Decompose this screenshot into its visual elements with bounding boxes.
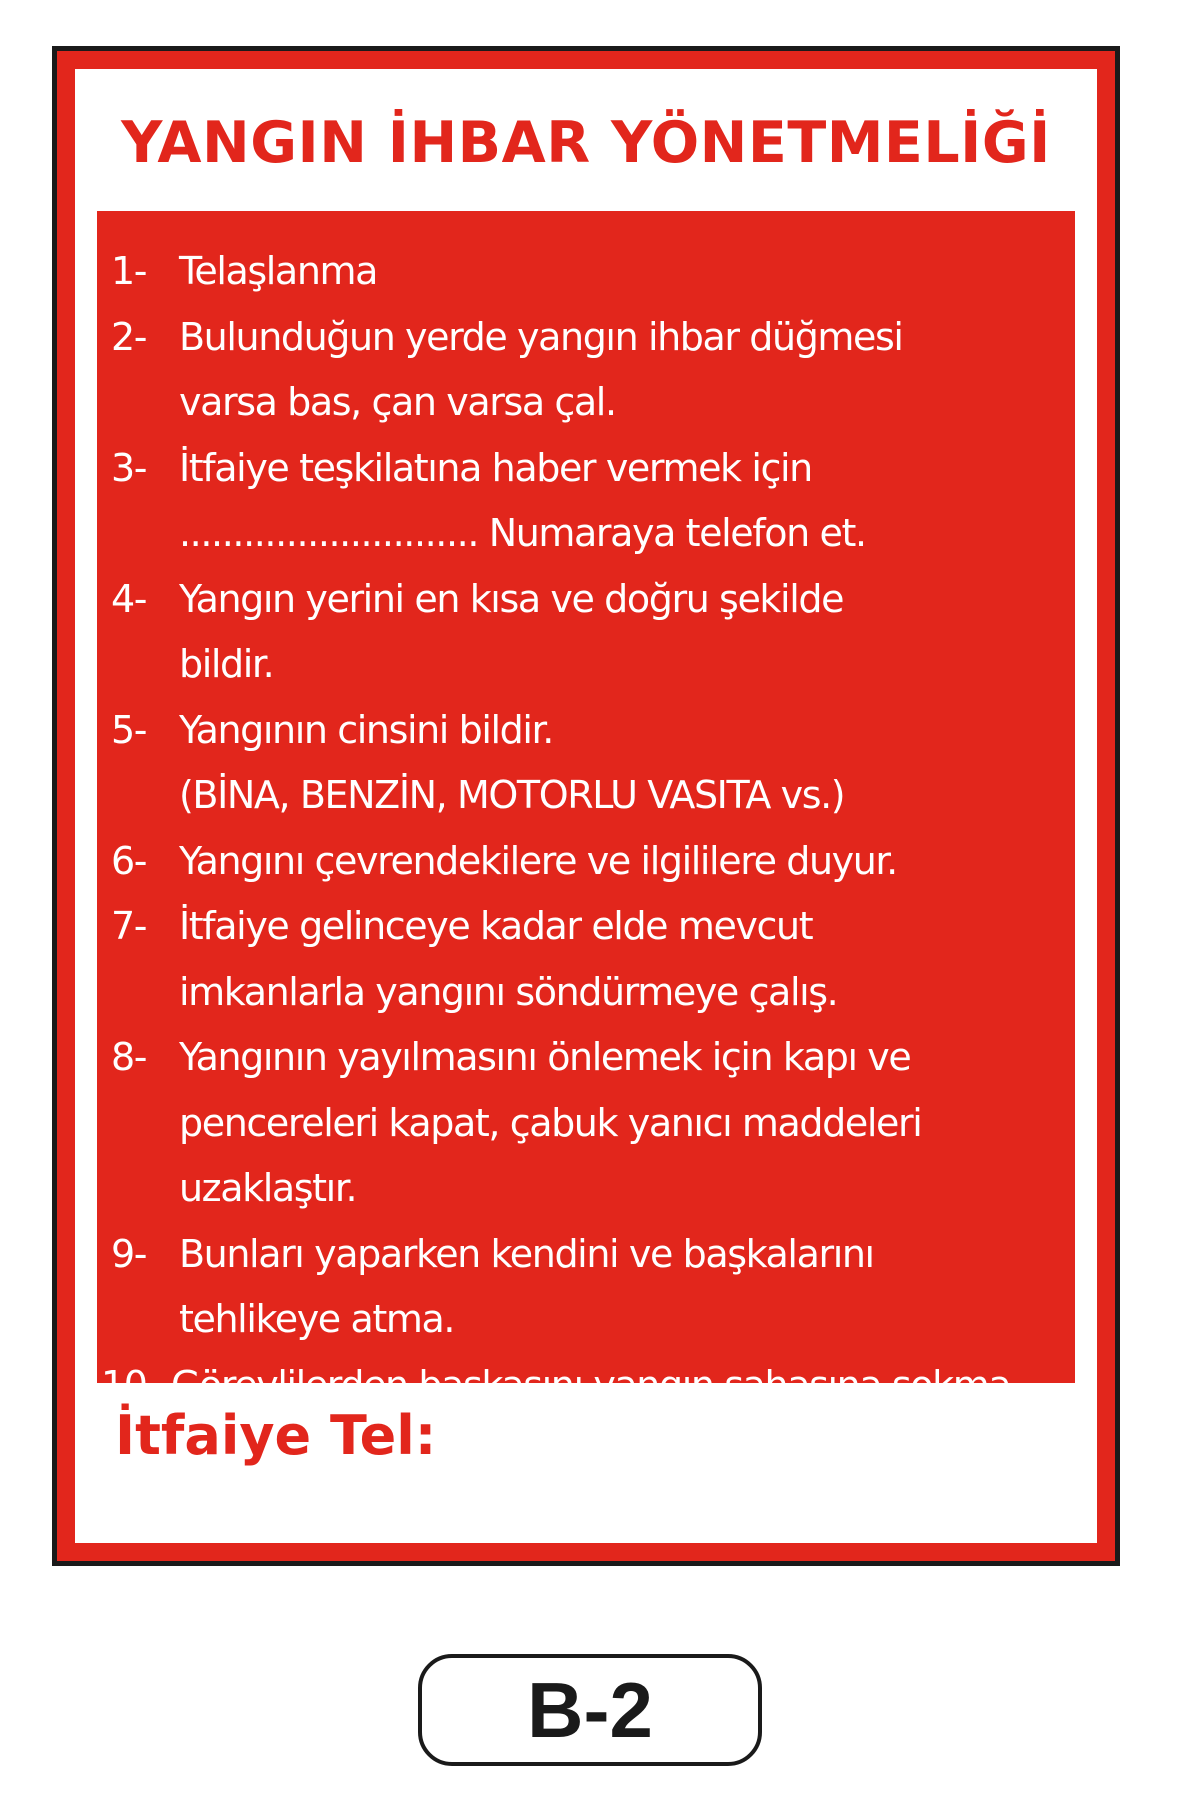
rule-item bbox=[97, 239, 1075, 305]
sign-title: YANGIN İHBAR YÖNETMELİĞİ bbox=[121, 110, 1051, 176]
rule-line: Bunları yaparken kendini ve başkalarını bbox=[179, 1231, 874, 1276]
rule-number: 3- bbox=[111, 445, 147, 490]
rules-panel bbox=[97, 211, 1075, 1407]
rule-line: imkanlarla yangını söndürmeye çalış. bbox=[179, 969, 838, 1014]
rule-line: Yangının cinsini bildir. bbox=[179, 707, 553, 752]
rule-number: 1- bbox=[111, 249, 147, 293]
rule-line: ............................ Numaraya telefon et. bbox=[179, 511, 866, 555]
rule-item bbox=[97, 698, 1075, 829]
rule-line: Yangını çevrendekilere ve ilgililere duyur. bbox=[179, 838, 897, 883]
rule-number: 4- bbox=[111, 576, 147, 621]
fire-department-phone-label: İtfaiye Tel: bbox=[115, 1404, 437, 1467]
sign-code-badge: B-2 bbox=[418, 1654, 762, 1766]
rule-number: 6- bbox=[111, 838, 147, 883]
rule-item bbox=[97, 1025, 1075, 1222]
rule-item bbox=[97, 1222, 1075, 1353]
rule-line: Yangının yayılmasını önlemek için kapı ve bbox=[179, 1035, 911, 1079]
rule-line: uzaklaştır. bbox=[179, 1166, 357, 1210]
rule-number: 5- bbox=[111, 707, 147, 752]
rule-line: Yangın yerini en kısa ve doğru şekilde bbox=[179, 576, 844, 621]
rule-number: 7- bbox=[111, 904, 147, 948]
rule-number: 10- bbox=[101, 1362, 159, 1407]
rule-line: varsa bas, çan varsa çal. bbox=[179, 380, 616, 424]
rule-text bbox=[179, 567, 1075, 698]
rule-line: bildir. bbox=[179, 642, 274, 686]
rule-item bbox=[97, 436, 1075, 567]
rule-item bbox=[97, 829, 1075, 895]
rule-text bbox=[179, 1025, 1075, 1222]
rule-item bbox=[97, 305, 1075, 436]
rule-line: İtfaiye teşkilatına haber vermek için bbox=[179, 445, 812, 490]
rule-item bbox=[97, 894, 1075, 1025]
rule-number: 2- bbox=[111, 314, 147, 359]
rule-text bbox=[179, 894, 1075, 1025]
rule-text bbox=[179, 305, 1075, 436]
sign-inner-panel bbox=[75, 69, 1097, 1543]
rule-number: 8- bbox=[111, 1035, 147, 1079]
rule-line: Bulunduğun yerde yangın ihbar düğmesi bbox=[179, 314, 903, 359]
rule-text bbox=[179, 239, 1075, 305]
rule-number: 9- bbox=[111, 1231, 147, 1276]
rule-text bbox=[179, 1222, 1075, 1353]
fire-notice-sign bbox=[52, 46, 1120, 1566]
rule-line: Görevlilerden başkasını yangın sahasına sokma bbox=[171, 1362, 1011, 1407]
rule-text bbox=[179, 436, 1075, 567]
rule-text bbox=[179, 698, 1075, 829]
rule-item bbox=[97, 567, 1075, 698]
rule-line: İtfaiye gelinceye kadar elde mevcut bbox=[179, 904, 813, 948]
rule-text bbox=[179, 829, 1075, 895]
rule-line: (BİNA, BENZİN, MOTORLU VASITA vs.) bbox=[179, 773, 845, 817]
rule-line: pencereleri kapat, çabuk yanıcı maddeleri bbox=[179, 1100, 922, 1145]
rule-line: tehlikeye atma. bbox=[179, 1297, 455, 1341]
rule-line: Telaşlanma bbox=[179, 249, 378, 293]
